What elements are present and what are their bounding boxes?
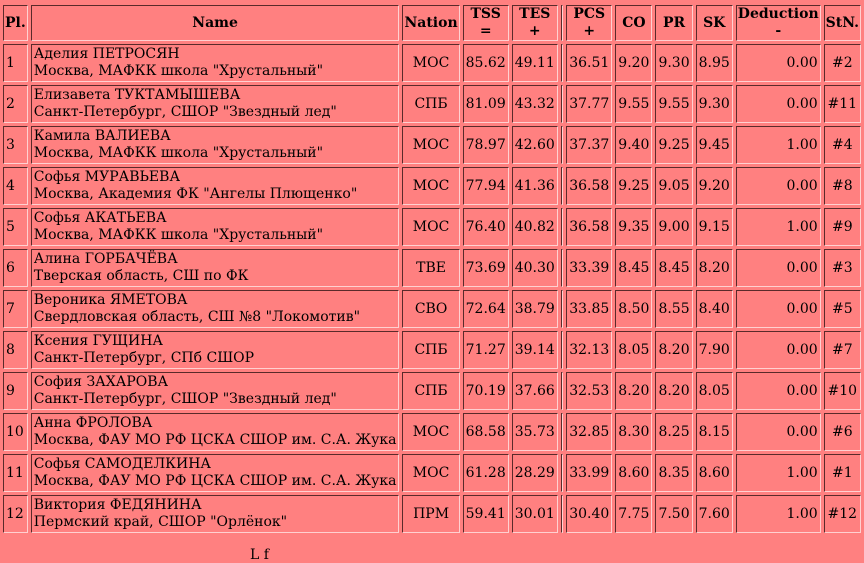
tss-cell: 68.58: [463, 413, 509, 451]
co-cell: 9.40: [615, 126, 652, 164]
pr-cell: 9.05: [655, 167, 692, 205]
gap-cell: [561, 413, 563, 451]
skater-name: Алина ГОРБАЧЁВА: [33, 251, 178, 267]
pr-cell: 8.45: [655, 249, 692, 287]
deduction-cell: 0.00: [736, 167, 821, 205]
co-cell: 8.05: [615, 331, 652, 369]
skater-club: Москва, Академия ФК "Ангелы Плющенко": [33, 186, 358, 202]
sk-cell: 9.20: [696, 167, 733, 205]
pr-cell: 8.55: [655, 290, 692, 328]
deduction-cell: 0.00: [736, 331, 821, 369]
skater-cell: [31, 495, 400, 533]
table-row: [3, 290, 861, 328]
table-row: [3, 454, 861, 492]
pcs-cell: 32.13: [566, 331, 612, 369]
skater-cell: [31, 454, 400, 492]
skater-cell: [31, 372, 400, 410]
col-header-start-number: StN.: [824, 5, 861, 41]
tss-cell: 73.69: [463, 249, 509, 287]
nation-cell: ПРМ: [402, 495, 459, 533]
nation-cell: МОС: [402, 167, 459, 205]
col-header-nation: Nation: [402, 5, 459, 41]
col-header-tes: TES +: [512, 5, 558, 41]
table-row: [3, 167, 861, 205]
skater-cell: [31, 290, 400, 328]
deduction-cell: 0.00: [736, 85, 821, 123]
table-row: [3, 85, 861, 123]
col-header-place: Pl.: [3, 5, 28, 41]
co-cell: 9.55: [615, 85, 652, 123]
skater-club: Пермский край, СШОР "Орлёнок": [33, 514, 288, 530]
pcs-cell: 37.37: [566, 126, 612, 164]
pcs-cell: 32.53: [566, 372, 612, 410]
pcs-cell: 32.85: [566, 413, 612, 451]
start-number-cell: #7: [824, 331, 861, 369]
start-number-cell: #2: [824, 44, 861, 82]
gap-cell: [561, 290, 563, 328]
start-number-cell: #12: [824, 495, 861, 533]
tss-cell: 85.62: [463, 44, 509, 82]
skater-name: Елизавета ТУКТАМЫШЕВА: [33, 87, 241, 103]
pr-cell: 9.55: [655, 85, 692, 123]
deduction-cell: 1.00: [736, 208, 821, 246]
place-cell: 5: [3, 208, 28, 246]
skater-club: Москва, ФАУ МО РФ ЦСКА СШОР им. С.А. Жука: [33, 432, 397, 448]
pcs-cell: 33.39: [566, 249, 612, 287]
nation-cell: СПБ: [402, 372, 459, 410]
sk-cell: 8.20: [696, 249, 733, 287]
start-number-cell: #6: [824, 413, 861, 451]
col-header-pr: PR: [655, 5, 692, 41]
tss-cell: 81.09: [463, 85, 509, 123]
pcs-cell: 37.77: [566, 85, 612, 123]
skater-cell: [31, 331, 400, 369]
pr-cell: 8.35: [655, 454, 692, 492]
sk-cell: 8.95: [696, 44, 733, 82]
nation-cell: СПБ: [402, 331, 459, 369]
pr-cell: 8.20: [655, 372, 692, 410]
skater-name: Камила ВАЛИЕВА: [33, 128, 171, 144]
deduction-cell: 1.00: [736, 495, 821, 533]
col-header-deduction: Deduction -: [737, 6, 819, 39]
place-cell: 7: [3, 290, 28, 328]
deduction-cell: 1.00: [736, 454, 821, 492]
place-cell: 12: [3, 495, 28, 533]
sk-cell: 8.40: [696, 290, 733, 328]
skater-club: Санкт-Петербург, СПб СШОР: [33, 350, 255, 366]
gap-cell: [561, 372, 563, 410]
table-row: [3, 413, 861, 451]
nation-cell: МОС: [402, 454, 459, 492]
table-row: [3, 249, 861, 287]
table-row: [3, 208, 861, 246]
co-cell: 9.20: [615, 44, 652, 82]
start-number-cell: #8: [824, 167, 861, 205]
deduction-cell: 1.00: [736, 126, 821, 164]
gap-cell: [561, 44, 563, 82]
start-number-cell: #9: [824, 208, 861, 246]
place-cell: 8: [3, 331, 28, 369]
tes-cell: 49.11: [512, 44, 558, 82]
gap-cell: [561, 454, 563, 492]
col-gap: [561, 5, 563, 41]
skater-name: Аделия ПЕТРОСЯН: [33, 46, 180, 62]
deduction-cell: 0.00: [736, 290, 821, 328]
place-cell: 9: [3, 372, 28, 410]
nation-cell: СПБ: [402, 85, 459, 123]
sk-cell: 8.05: [696, 372, 733, 410]
skater-club: Москва, МАФКК школа "Хрустальный": [33, 145, 324, 161]
start-number-cell: #11: [824, 85, 861, 123]
sk-cell: 9.30: [696, 85, 733, 123]
table-row: [3, 372, 861, 410]
col-header-pcs: PCS +: [566, 5, 612, 41]
sk-cell: 9.45: [696, 126, 733, 164]
tes-cell: 40.82: [512, 208, 558, 246]
deduction-cell: 0.00: [736, 249, 821, 287]
skater-club: Санкт-Петербург, СШОР "Звездный лед": [33, 104, 337, 120]
nation-cell: МОС: [402, 413, 459, 451]
skater-cell: [31, 208, 400, 246]
skater-club: Свердловская область, СШ №8 "Локомотив": [33, 309, 361, 325]
start-number-cell: #4: [824, 126, 861, 164]
tes-cell: 38.79: [512, 290, 558, 328]
nation-cell: МОС: [402, 126, 459, 164]
tss-cell: 76.40: [463, 208, 509, 246]
sk-cell: 9.15: [696, 208, 733, 246]
co-cell: 8.20: [615, 372, 652, 410]
results-table: [0, 2, 864, 536]
skater-name: Анна ФРОЛОВА: [33, 415, 153, 431]
pr-cell: 9.25: [655, 126, 692, 164]
tss-cell: 70.19: [463, 372, 509, 410]
co-cell: 8.45: [615, 249, 652, 287]
tss-cell: 59.41: [463, 495, 509, 533]
co-cell: 9.25: [615, 167, 652, 205]
pcs-cell: 36.58: [566, 167, 612, 205]
sk-cell: 8.60: [696, 454, 733, 492]
start-number-cell: #3: [824, 249, 861, 287]
tes-cell: 28.29: [512, 454, 558, 492]
pcs-cell: 36.51: [566, 44, 612, 82]
col-header-tss: TSS =: [463, 5, 509, 41]
tes-cell: 37.66: [512, 372, 558, 410]
sk-cell: 7.60: [696, 495, 733, 533]
skater-cell: [31, 413, 400, 451]
skater-cell: [31, 44, 400, 82]
pr-cell: 8.20: [655, 331, 692, 369]
skater-name: Виктория ФЕДЯНИНА: [33, 497, 202, 513]
pcs-cell: 33.85: [566, 290, 612, 328]
co-cell: 8.30: [615, 413, 652, 451]
place-cell: 11: [3, 454, 28, 492]
gap-cell: [561, 208, 563, 246]
skater-name: София ЗАХАРОВА: [33, 374, 169, 390]
tss-cell: 72.64: [463, 290, 509, 328]
place-cell: 1: [3, 44, 28, 82]
tes-cell: 41.36: [512, 167, 558, 205]
gap-cell: [561, 495, 563, 533]
skater-cell: [31, 167, 400, 205]
skater-cell: [31, 126, 400, 164]
skater-cell: [31, 85, 400, 123]
start-number-cell: #1: [824, 454, 861, 492]
table-row: [3, 126, 861, 164]
gap-cell: [561, 167, 563, 205]
skater-club: Москва, ФАУ МО РФ ЦСКА СШОР им. С.А. Жука: [33, 473, 397, 489]
nation-cell: МОС: [402, 208, 459, 246]
nation-cell: СВО: [402, 290, 459, 328]
header-row: [3, 5, 861, 41]
gap-cell: [561, 249, 563, 287]
tss-cell: 61.28: [463, 454, 509, 492]
tes-cell: 30.01: [512, 495, 558, 533]
pcs-cell: 36.58: [566, 208, 612, 246]
co-cell: 7.75: [615, 495, 652, 533]
tss-cell: 78.97: [463, 126, 509, 164]
table-row: [3, 331, 861, 369]
place-cell: 6: [3, 249, 28, 287]
skater-name: Софья САМОДЕЛКИНА: [33, 456, 212, 472]
skater-cell: [31, 249, 400, 287]
skater-club: Санкт-Петербург, СШОР "Звездный лед": [33, 391, 337, 407]
tes-cell: 35.73: [512, 413, 558, 451]
co-cell: 8.50: [615, 290, 652, 328]
pr-cell: 9.00: [655, 208, 692, 246]
skater-club: Тверская область, СШ по ФК: [33, 268, 249, 284]
pr-cell: 9.30: [655, 44, 692, 82]
pr-cell: 8.25: [655, 413, 692, 451]
skater-name: Софья АКАТЬЕВА: [33, 210, 167, 226]
skater-name: Софья МУРАВЬЕВА: [33, 169, 181, 185]
tss-cell: 77.94: [463, 167, 509, 205]
skater-club: Москва, МАФКК школа "Хрустальный": [33, 63, 324, 79]
col-header-co: CO: [615, 5, 652, 41]
start-number-cell: #10: [824, 372, 861, 410]
skater-name: Ксения ГУЩИНА: [33, 333, 164, 349]
sk-cell: 7.90: [696, 331, 733, 369]
start-number-cell: #5: [824, 290, 861, 328]
skater-club: Москва, МАФКК школа "Хрустальный": [33, 227, 324, 243]
pcs-cell: 30.40: [566, 495, 612, 533]
tes-cell: 43.32: [512, 85, 558, 123]
pcs-cell: 33.99: [566, 454, 612, 492]
col-header-sk: SK: [696, 5, 733, 41]
place-cell: 3: [3, 126, 28, 164]
tes-cell: 39.14: [512, 331, 558, 369]
col-header-name: Name: [31, 5, 400, 41]
place-cell: 4: [3, 167, 28, 205]
gap-cell: [561, 126, 563, 164]
gap-cell: [561, 85, 563, 123]
co-cell: 9.35: [615, 208, 652, 246]
table-row: [3, 44, 861, 82]
deduction-cell: 0.00: [736, 413, 821, 451]
place-cell: 2: [3, 85, 28, 123]
footer-fragment: L f: [250, 547, 269, 563]
place-cell: 10: [3, 413, 28, 451]
gap-cell: [561, 331, 563, 369]
tes-cell: 40.30: [512, 249, 558, 287]
skater-name: Вероника ЯМЕТОВА: [33, 292, 188, 308]
pr-cell: 7.50: [655, 495, 692, 533]
deduction-cell: 0.00: [736, 372, 821, 410]
nation-cell: ТВЕ: [402, 249, 459, 287]
tes-cell: 42.60: [512, 126, 558, 164]
table-row: [3, 495, 861, 533]
tss-cell: 71.27: [463, 331, 509, 369]
nation-cell: МОС: [402, 44, 459, 82]
co-cell: 8.60: [615, 454, 652, 492]
sk-cell: 8.15: [696, 413, 733, 451]
deduction-cell: 0.00: [736, 44, 821, 82]
